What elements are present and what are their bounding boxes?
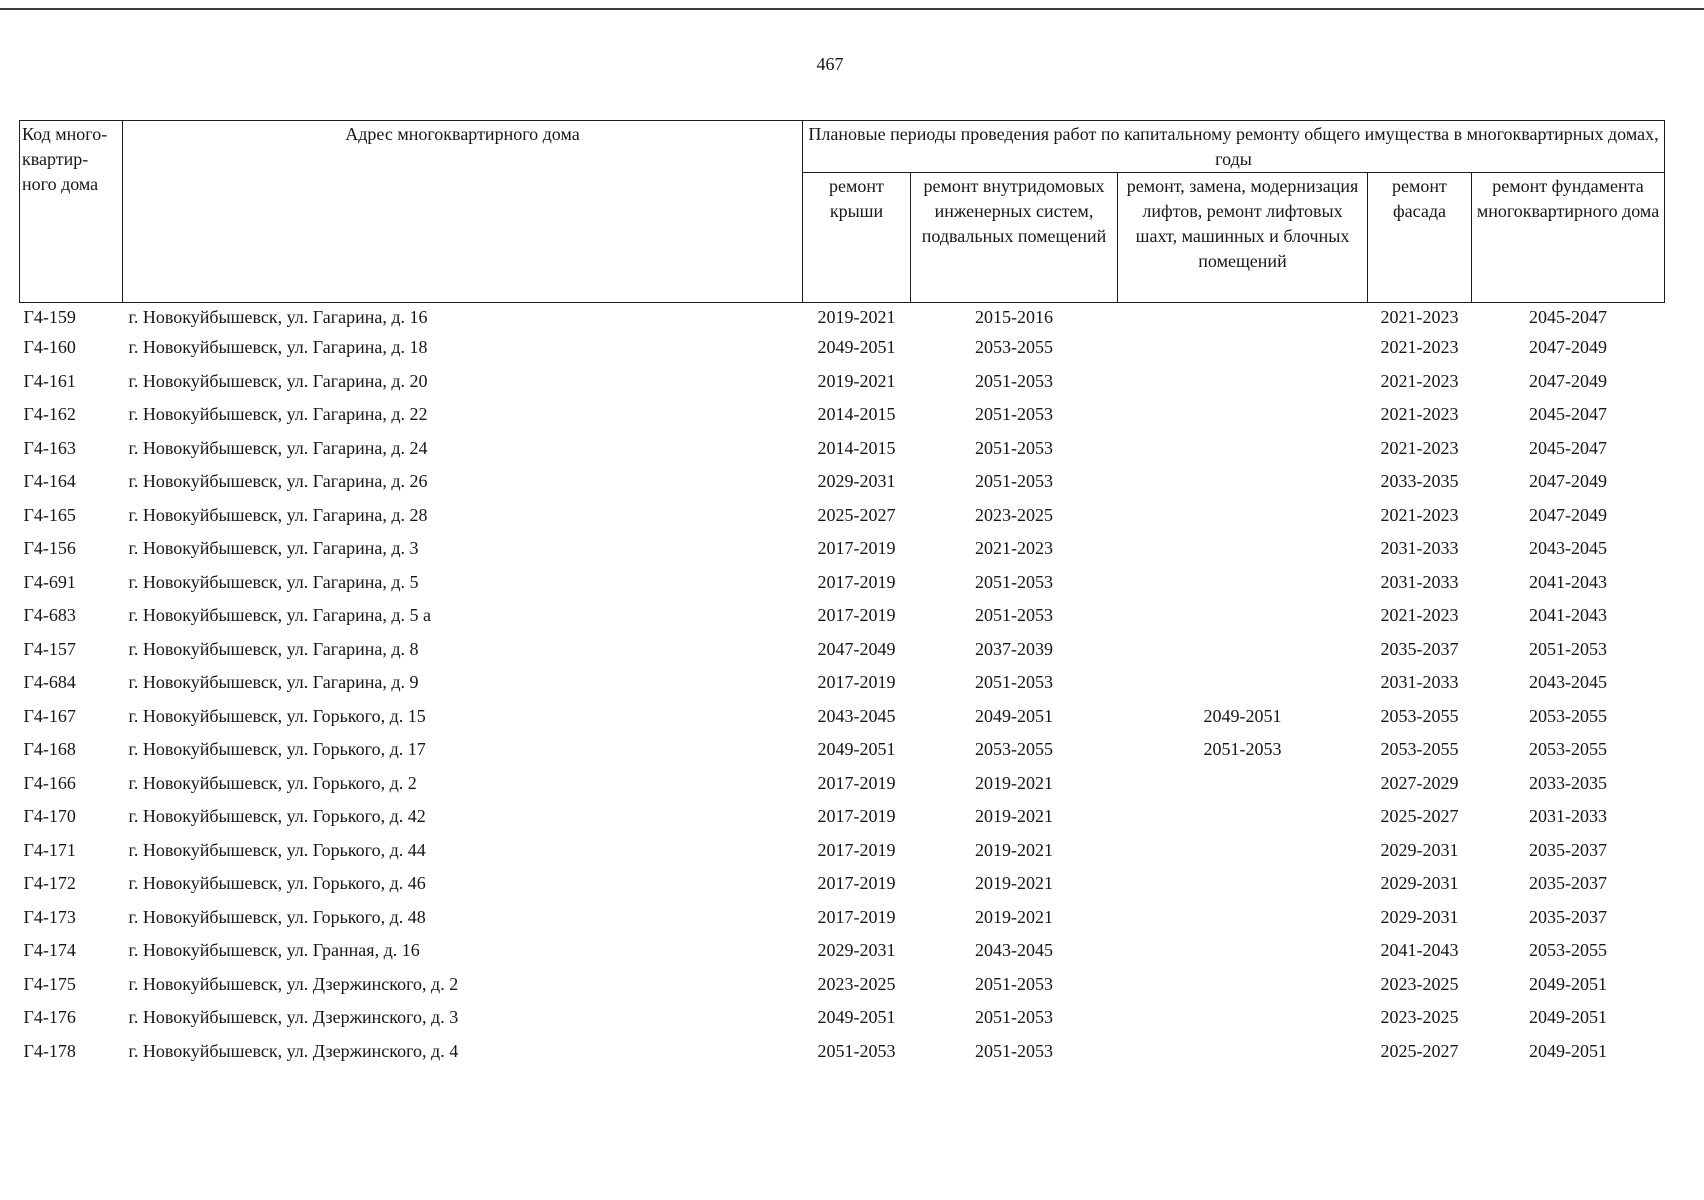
table-row bbox=[20, 599, 1665, 633]
table-row bbox=[20, 867, 1665, 901]
cell-address: г. Новокуйбышевск, ул. Гагарина, д. 8 bbox=[128, 638, 419, 659]
cell-systems: 2019-2021 bbox=[975, 906, 1053, 927]
cell-foundation: 2031-2033 bbox=[1529, 806, 1607, 826]
cell-foundation: 2047-2049 bbox=[1529, 504, 1607, 525]
cell-foundation: 2035-2037 bbox=[1529, 839, 1607, 860]
cell-roof: 2049-2051 bbox=[817, 337, 896, 357]
cell-lifts bbox=[1118, 767, 1368, 801]
table-body bbox=[20, 303, 1665, 1069]
cell-foundation: 2035-2037 bbox=[1529, 906, 1607, 927]
table-row bbox=[20, 331, 1665, 365]
table-row bbox=[20, 1035, 1665, 1069]
cell-roof: 2043-2045 bbox=[817, 705, 896, 726]
cell-foundation: 2053-2055 bbox=[1529, 940, 1607, 960]
cell-address: г. Новокуйбышевск, ул. Горького, д. 48 bbox=[128, 906, 426, 927]
table-row bbox=[20, 365, 1665, 399]
table-row bbox=[20, 733, 1665, 767]
header-foundation: ремонт фундамента многоквартирного дома bbox=[1472, 173, 1665, 303]
cell-code: Г4-159 bbox=[23, 307, 76, 327]
cell-systems: 2019-2021 bbox=[975, 772, 1053, 793]
cell-address: г. Новокуйбышевск, ул. Горького, д. 17 bbox=[128, 739, 426, 759]
cell-systems: 2019-2021 bbox=[975, 839, 1053, 860]
cell-roof: 2014-2015 bbox=[817, 437, 896, 458]
cell-roof: 2051-2053 bbox=[817, 1040, 896, 1061]
cell-facade: 2029-2031 bbox=[1380, 906, 1459, 927]
cell-foundation: 2045-2047 bbox=[1529, 437, 1607, 458]
cell-roof: 2017-2019 bbox=[817, 772, 896, 793]
cell-code: Г4-161 bbox=[23, 370, 76, 391]
cell-foundation: 2043-2045 bbox=[1529, 672, 1607, 692]
cell-code: Г4-168 bbox=[23, 739, 76, 759]
cell-systems: 2051-2053 bbox=[975, 404, 1053, 424]
cell-address: г. Новокуйбышевск, ул. Горького, д. 46 bbox=[128, 873, 426, 893]
cell-systems: 2019-2021 bbox=[975, 873, 1053, 893]
cell-address: г. Новокуйбышевск, ул. Горького, д. 42 bbox=[128, 806, 426, 826]
cell-foundation: 2049-2051 bbox=[1529, 1040, 1607, 1061]
header-lifts: ремонт, замена, модернизация лифтов, ремонт лифтовых шахт, машинных и блочных помещений bbox=[1118, 173, 1368, 303]
cell-address: г. Новокуйбышевск, ул. Дзержинского, д. 4 bbox=[128, 1040, 459, 1061]
top-border-line bbox=[0, 8, 1704, 10]
cell-facade: 2025-2027 bbox=[1380, 806, 1459, 826]
cell-lifts bbox=[1118, 633, 1368, 667]
cell-code: Г4-684 bbox=[23, 672, 76, 692]
cell-lifts bbox=[1118, 499, 1368, 533]
cell-address: г. Новокуйбышевск, ул. Гагарина, д. 22 bbox=[128, 404, 428, 424]
cell-systems: 2051-2053 bbox=[975, 437, 1053, 458]
cell-lifts bbox=[1118, 968, 1368, 1002]
cell-roof: 2017-2019 bbox=[817, 839, 896, 860]
cell-systems: 2051-2053 bbox=[975, 605, 1053, 625]
cell-lifts: 2051-2053 bbox=[1203, 739, 1282, 759]
cell-systems: 2023-2025 bbox=[975, 504, 1053, 525]
cell-code: Г4-173 bbox=[23, 906, 76, 927]
cell-code: Г4-174 bbox=[23, 940, 76, 960]
cell-address: г. Новокуйбышевск, ул. Гагарина, д. 26 bbox=[128, 471, 428, 491]
cell-address: г. Новокуйбышевск, ул. Гагарина, д. 16 bbox=[128, 307, 428, 327]
page-number: 467 bbox=[816, 54, 844, 74]
cell-systems: 2021-2023 bbox=[975, 538, 1053, 558]
cell-foundation: 2045-2047 bbox=[1529, 307, 1607, 327]
cell-address: г. Новокуйбышевск, ул. Горького, д. 44 bbox=[128, 839, 426, 860]
table-row bbox=[20, 633, 1665, 667]
cell-facade: 2025-2027 bbox=[1380, 1040, 1459, 1061]
cell-systems: 2053-2055 bbox=[975, 337, 1053, 357]
cell-facade: 2023-2025 bbox=[1380, 973, 1459, 994]
cell-systems: 2043-2045 bbox=[975, 940, 1053, 960]
cell-facade: 2031-2033 bbox=[1380, 538, 1459, 558]
cell-code: Г4-171 bbox=[23, 839, 76, 860]
cell-foundation: 2045-2047 bbox=[1529, 404, 1607, 424]
cell-foundation: 2033-2035 bbox=[1529, 772, 1607, 793]
header-code: Код много-квартир-ного дома bbox=[20, 121, 123, 303]
cell-address: г. Новокуйбышевск, ул. Гагарина, д. 18 bbox=[128, 337, 428, 357]
cell-roof: 2017-2019 bbox=[817, 538, 896, 558]
cell-lifts bbox=[1118, 901, 1368, 935]
cell-roof: 2017-2019 bbox=[817, 806, 896, 826]
cell-roof: 2049-2051 bbox=[817, 1007, 896, 1027]
table-row bbox=[20, 432, 1665, 466]
cell-foundation: 2043-2045 bbox=[1529, 538, 1607, 558]
cell-facade: 2035-2037 bbox=[1380, 638, 1459, 659]
cell-foundation: 2053-2055 bbox=[1529, 705, 1607, 726]
cell-lifts bbox=[1118, 398, 1368, 432]
cell-foundation: 2051-2053 bbox=[1529, 638, 1607, 659]
cell-roof: 2014-2015 bbox=[817, 404, 896, 424]
cell-facade: 2021-2023 bbox=[1380, 437, 1459, 458]
cell-code: Г4-162 bbox=[23, 404, 76, 424]
table-row bbox=[20, 968, 1665, 1002]
cell-foundation: 2047-2049 bbox=[1529, 337, 1607, 357]
cell-foundation: 2049-2051 bbox=[1529, 973, 1607, 994]
table-row bbox=[20, 398, 1665, 432]
cell-facade: 2021-2023 bbox=[1380, 370, 1459, 391]
cell-address: г. Новокуйбышевск, ул. Гагарина, д. 3 bbox=[128, 538, 419, 558]
cell-facade: 2031-2033 bbox=[1380, 571, 1459, 592]
cell-systems: 2051-2053 bbox=[975, 471, 1053, 491]
cell-foundation: 2035-2037 bbox=[1529, 873, 1607, 893]
cell-roof: 2049-2051 bbox=[817, 739, 896, 759]
cell-address: г. Новокуйбышевск, ул. Горького, д. 15 bbox=[128, 705, 426, 726]
table-row bbox=[20, 767, 1665, 801]
cell-facade: 2021-2023 bbox=[1380, 605, 1459, 625]
cell-address: г. Новокуйбышевск, ул. Гагарина, д. 20 bbox=[128, 370, 428, 391]
cell-address: г. Новокуйбышевск, ул. Гагарина, д. 5 bbox=[128, 571, 419, 592]
cell-lifts bbox=[1118, 1035, 1368, 1069]
cell-foundation: 2041-2043 bbox=[1529, 571, 1607, 592]
cell-lifts: 2049-2051 bbox=[1203, 705, 1282, 726]
header-address: Адрес многоквартирного дома bbox=[123, 121, 803, 303]
cell-roof: 2017-2019 bbox=[817, 672, 896, 692]
cell-systems: 2051-2053 bbox=[975, 973, 1053, 994]
cell-address: г. Новокуйбышевск, ул. Гагарина, д. 9 bbox=[128, 672, 419, 692]
cell-lifts bbox=[1118, 666, 1368, 700]
cell-lifts bbox=[1118, 834, 1368, 868]
cell-facade: 2053-2055 bbox=[1380, 739, 1459, 759]
table-row bbox=[20, 303, 1665, 332]
cell-code: Г4-165 bbox=[23, 504, 76, 525]
cell-code: Г4-157 bbox=[23, 638, 76, 659]
cell-facade: 2021-2023 bbox=[1380, 404, 1459, 424]
cell-facade: 2023-2025 bbox=[1380, 1007, 1459, 1027]
cell-roof: 2047-2049 bbox=[817, 638, 896, 659]
cell-address: г. Новокуйбышевск, ул. Дзержинского, д. 3 bbox=[128, 1007, 459, 1027]
cell-roof: 2029-2031 bbox=[817, 940, 896, 960]
table-row bbox=[20, 666, 1665, 700]
table-row bbox=[20, 800, 1665, 834]
cell-lifts bbox=[1118, 365, 1368, 399]
cell-code: Г4-683 bbox=[23, 605, 76, 625]
cell-roof: 2017-2019 bbox=[817, 605, 896, 625]
cell-lifts bbox=[1118, 303, 1368, 332]
cell-address: г. Новокуйбышевск, ул. Гранная, д. 16 bbox=[128, 940, 420, 960]
cell-lifts bbox=[1118, 532, 1368, 566]
cell-lifts bbox=[1118, 331, 1368, 365]
table-header bbox=[20, 121, 1665, 303]
cell-code: Г4-178 bbox=[23, 1040, 76, 1061]
cell-facade: 2033-2035 bbox=[1380, 471, 1459, 491]
cell-systems: 2051-2053 bbox=[975, 370, 1053, 391]
cell-roof: 2025-2027 bbox=[817, 504, 896, 525]
cell-systems: 2049-2051 bbox=[975, 705, 1053, 726]
table-row bbox=[20, 532, 1665, 566]
cell-code: Г4-160 bbox=[23, 337, 76, 357]
cell-code: Г4-170 bbox=[23, 806, 76, 826]
cell-roof: 2017-2019 bbox=[817, 571, 896, 592]
cell-foundation: 2041-2043 bbox=[1529, 605, 1607, 625]
header-systems: ремонт внутридомовых инженерных систем, подвальных помещений bbox=[911, 173, 1118, 303]
cell-address: г. Новокуйбышевск, ул. Горького, д. 2 bbox=[128, 772, 417, 793]
cell-code: Г4-166 bbox=[23, 772, 76, 793]
cell-code: Г4-167 bbox=[23, 705, 76, 726]
cell-roof: 2017-2019 bbox=[817, 873, 896, 893]
cell-foundation: 2049-2051 bbox=[1529, 1007, 1607, 1027]
cell-systems: 2015-2016 bbox=[975, 307, 1053, 327]
cell-systems: 2051-2053 bbox=[975, 672, 1053, 692]
table-row bbox=[20, 934, 1665, 968]
table-row bbox=[20, 700, 1665, 734]
cell-systems: 2051-2053 bbox=[975, 1007, 1053, 1027]
table-row bbox=[20, 465, 1665, 499]
cell-facade: 2053-2055 bbox=[1380, 705, 1459, 726]
table-row bbox=[20, 901, 1665, 935]
cell-roof: 2019-2021 bbox=[817, 307, 896, 327]
cell-systems: 2019-2021 bbox=[975, 806, 1053, 826]
cell-address: г. Новокуйбышевск, ул. Гагарина, д. 24 bbox=[128, 437, 428, 458]
cell-roof: 2029-2031 bbox=[817, 471, 896, 491]
cell-code: Г4-176 bbox=[23, 1007, 76, 1027]
cell-facade: 2021-2023 bbox=[1380, 307, 1459, 327]
cell-lifts bbox=[1118, 465, 1368, 499]
capital-repair-table bbox=[19, 120, 1665, 1068]
cell-foundation: 2053-2055 bbox=[1529, 739, 1607, 759]
cell-systems: 2051-2053 bbox=[975, 571, 1053, 592]
cell-facade: 2031-2033 bbox=[1380, 672, 1459, 692]
cell-code: Г4-156 bbox=[23, 538, 76, 558]
header-plan-periods: Плановые периоды проведения работ по капитальному ремонту общего имущества в многоквартирных домах, годы bbox=[803, 121, 1665, 173]
cell-lifts bbox=[1118, 800, 1368, 834]
cell-facade: 2029-2031 bbox=[1380, 839, 1459, 860]
header-facade: ремонт фасада bbox=[1368, 173, 1472, 303]
cell-facade: 2021-2023 bbox=[1380, 504, 1459, 525]
cell-roof: 2023-2025 bbox=[817, 973, 896, 994]
cell-roof: 2017-2019 bbox=[817, 906, 896, 927]
cell-lifts bbox=[1118, 867, 1368, 901]
cell-lifts bbox=[1118, 432, 1368, 466]
table-row bbox=[20, 1001, 1665, 1035]
header-roof: ремонт крыши bbox=[803, 173, 911, 303]
cell-address: г. Новокуйбышевск, ул. Гагарина, д. 5 а bbox=[128, 605, 431, 625]
cell-address: г. Новокуйбышевск, ул. Гагарина, д. 28 bbox=[128, 504, 428, 525]
cell-roof: 2019-2021 bbox=[817, 370, 896, 391]
cell-lifts bbox=[1118, 934, 1368, 968]
cell-facade: 2029-2031 bbox=[1380, 873, 1459, 893]
cell-lifts bbox=[1118, 599, 1368, 633]
cell-code: Г4-172 bbox=[23, 873, 76, 893]
cell-foundation: 2047-2049 bbox=[1529, 471, 1607, 491]
table-row bbox=[20, 499, 1665, 533]
cell-facade: 2027-2029 bbox=[1380, 772, 1459, 793]
cell-facade: 2021-2023 bbox=[1380, 337, 1459, 357]
table-row bbox=[20, 834, 1665, 868]
cell-systems: 2051-2053 bbox=[975, 1040, 1053, 1061]
cell-foundation: 2047-2049 bbox=[1529, 370, 1607, 391]
cell-code: Г4-164 bbox=[23, 471, 76, 491]
cell-systems: 2053-2055 bbox=[975, 739, 1053, 759]
cell-lifts bbox=[1118, 566, 1368, 600]
cell-lifts bbox=[1118, 1001, 1368, 1035]
cell-code: Г4-163 bbox=[23, 437, 76, 458]
cell-facade: 2041-2043 bbox=[1380, 940, 1459, 960]
cell-address: г. Новокуйбышевск, ул. Дзержинского, д. 2 bbox=[128, 973, 459, 994]
cell-code: Г4-691 bbox=[23, 571, 76, 592]
cell-code: Г4-175 bbox=[23, 973, 76, 994]
cell-systems: 2037-2039 bbox=[975, 638, 1053, 659]
table-row bbox=[20, 566, 1665, 600]
